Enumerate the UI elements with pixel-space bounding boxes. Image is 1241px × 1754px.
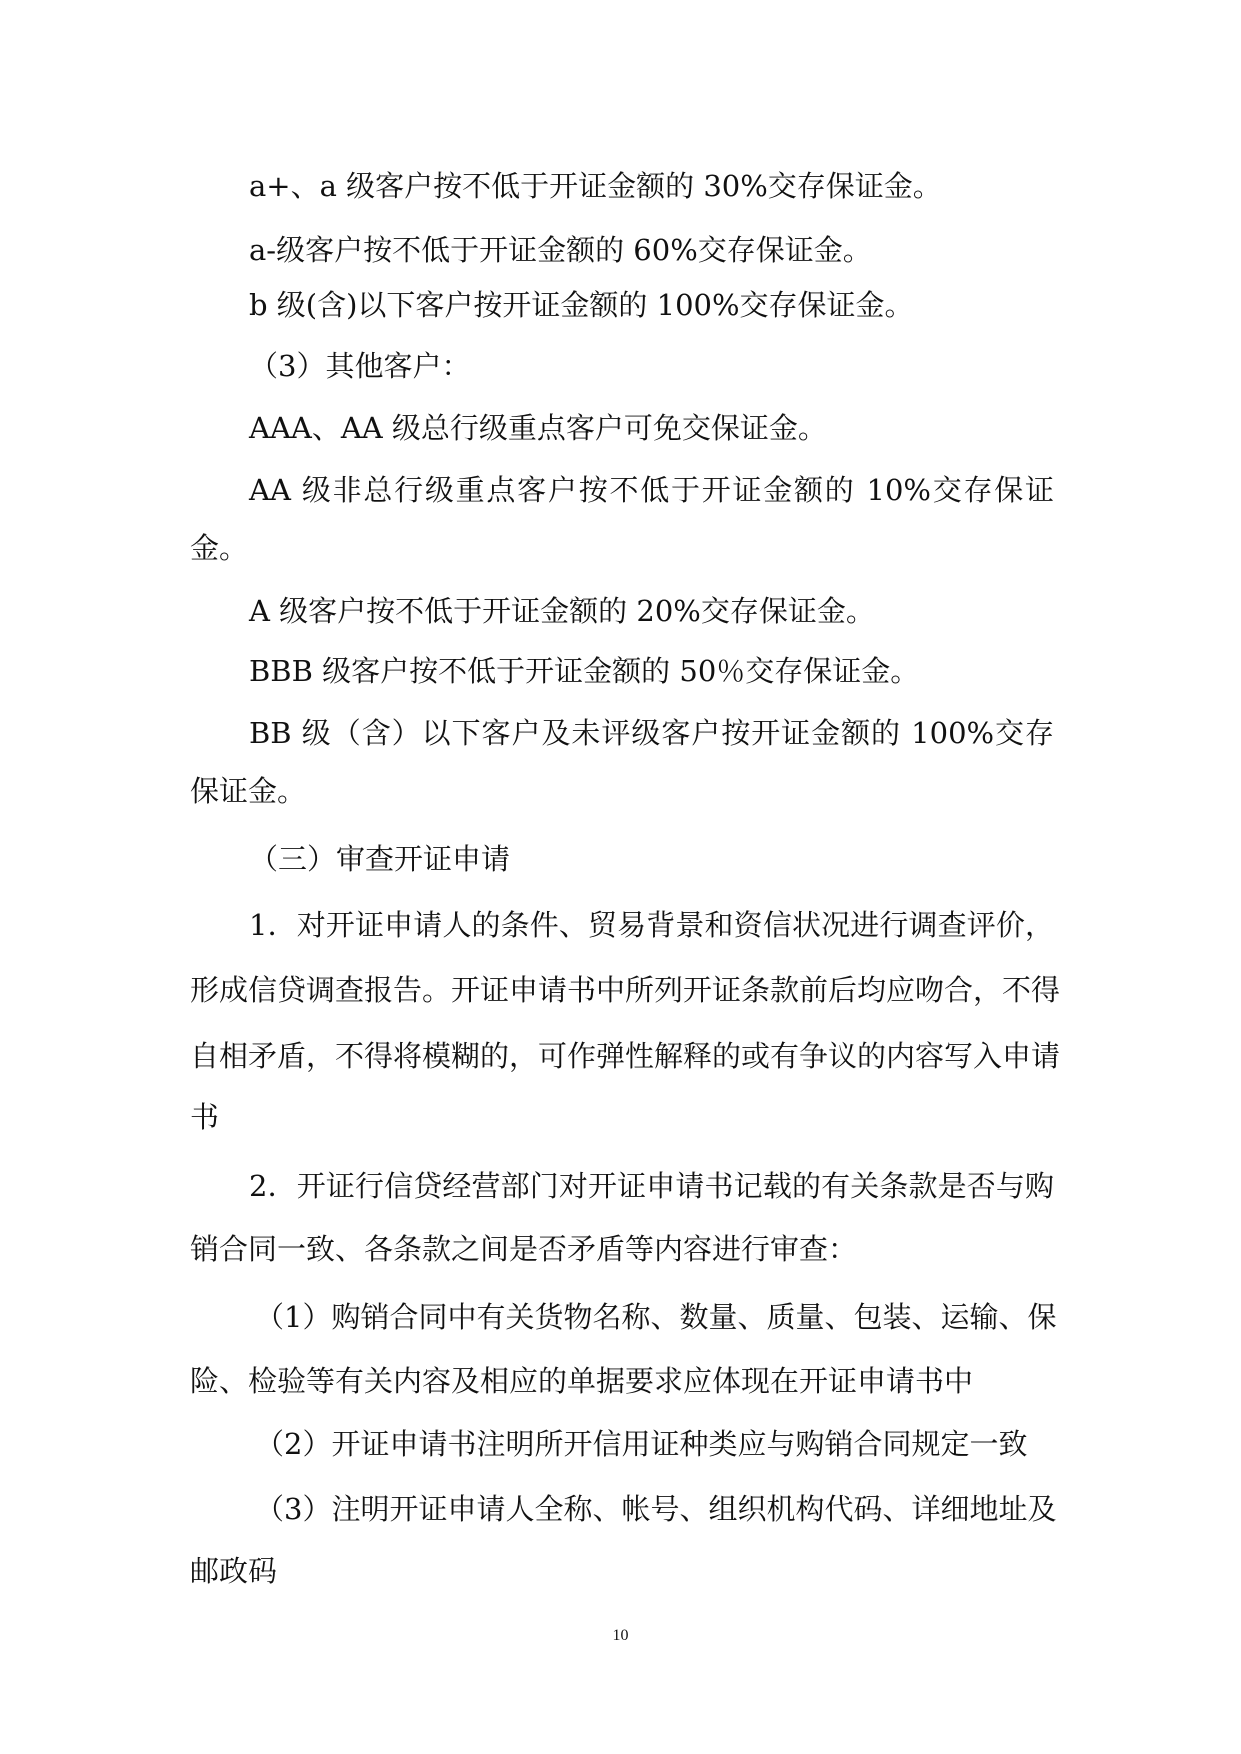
text-line: （3）注明开证申请人全称、帐号、组织机构代码、详细地址及 <box>255 1492 1057 1526</box>
text-line: a-级客户按不低于开证金额的 60%交存保证金。 <box>249 233 872 267</box>
text-line: 书 <box>190 1100 220 1134</box>
text-line: 险、检验等有关内容及相应的单据要求应体现在开证申请书中 <box>190 1364 974 1398</box>
text-line: 销合同一致、各条款之间是否矛盾等内容进行审查： <box>190 1232 858 1266</box>
text-line: 2．开证行信贷经营部门对开证申请书记载的有关条款是否与购 <box>249 1169 1054 1203</box>
text-line: a+、a 级客户按不低于开证金额的 30%交存保证金。 <box>249 169 942 203</box>
text-line: （1）购销合同中有关货物名称、数量、质量、包装、运输、保 <box>255 1300 1057 1334</box>
section-heading: （三）审查开证申请 <box>249 842 511 876</box>
page-number: 10 <box>612 1627 629 1644</box>
text-line: 金。 <box>190 531 249 565</box>
text-line: 自相矛盾，不得将模糊的，可作弹性解释的或有争议的内容写入申请 <box>190 1039 1061 1073</box>
text-line: A 级客户按不低于开证金额的 20%交存保证金。 <box>249 594 875 628</box>
text-line: BB 级（含）以下客户及未评级客户按开证金额的 100%交存 <box>249 716 1054 750</box>
text-line: 保证金。 <box>190 774 307 808</box>
text-line: b 级(含)以下客户按开证金额的 100%交存保证金。 <box>249 288 914 322</box>
text-line: 形成信贷调查报告。开证申请书中所列开证条款前后均应吻合，不得 <box>190 973 1061 1007</box>
text-line: 1．对开证申请人的条件、贸易背景和资信状况进行调查评价， <box>249 908 1054 942</box>
text-line: AA 级非总行级重点客户按不低于开证金额的 10%交存保证 <box>249 473 1054 507</box>
text-line: （3）其他客户： <box>249 349 471 383</box>
text-line: BBB 级客户按不低于开证金额的 50％交存保证金。 <box>249 654 920 688</box>
text-line: （2）开证申请书注明所开信用证种类应与购销合同规定一致 <box>255 1427 1028 1461</box>
text-line: AAA、AA 级总行级重点客户可免交保证金。 <box>249 411 827 445</box>
text-line: 邮政码 <box>190 1554 278 1588</box>
